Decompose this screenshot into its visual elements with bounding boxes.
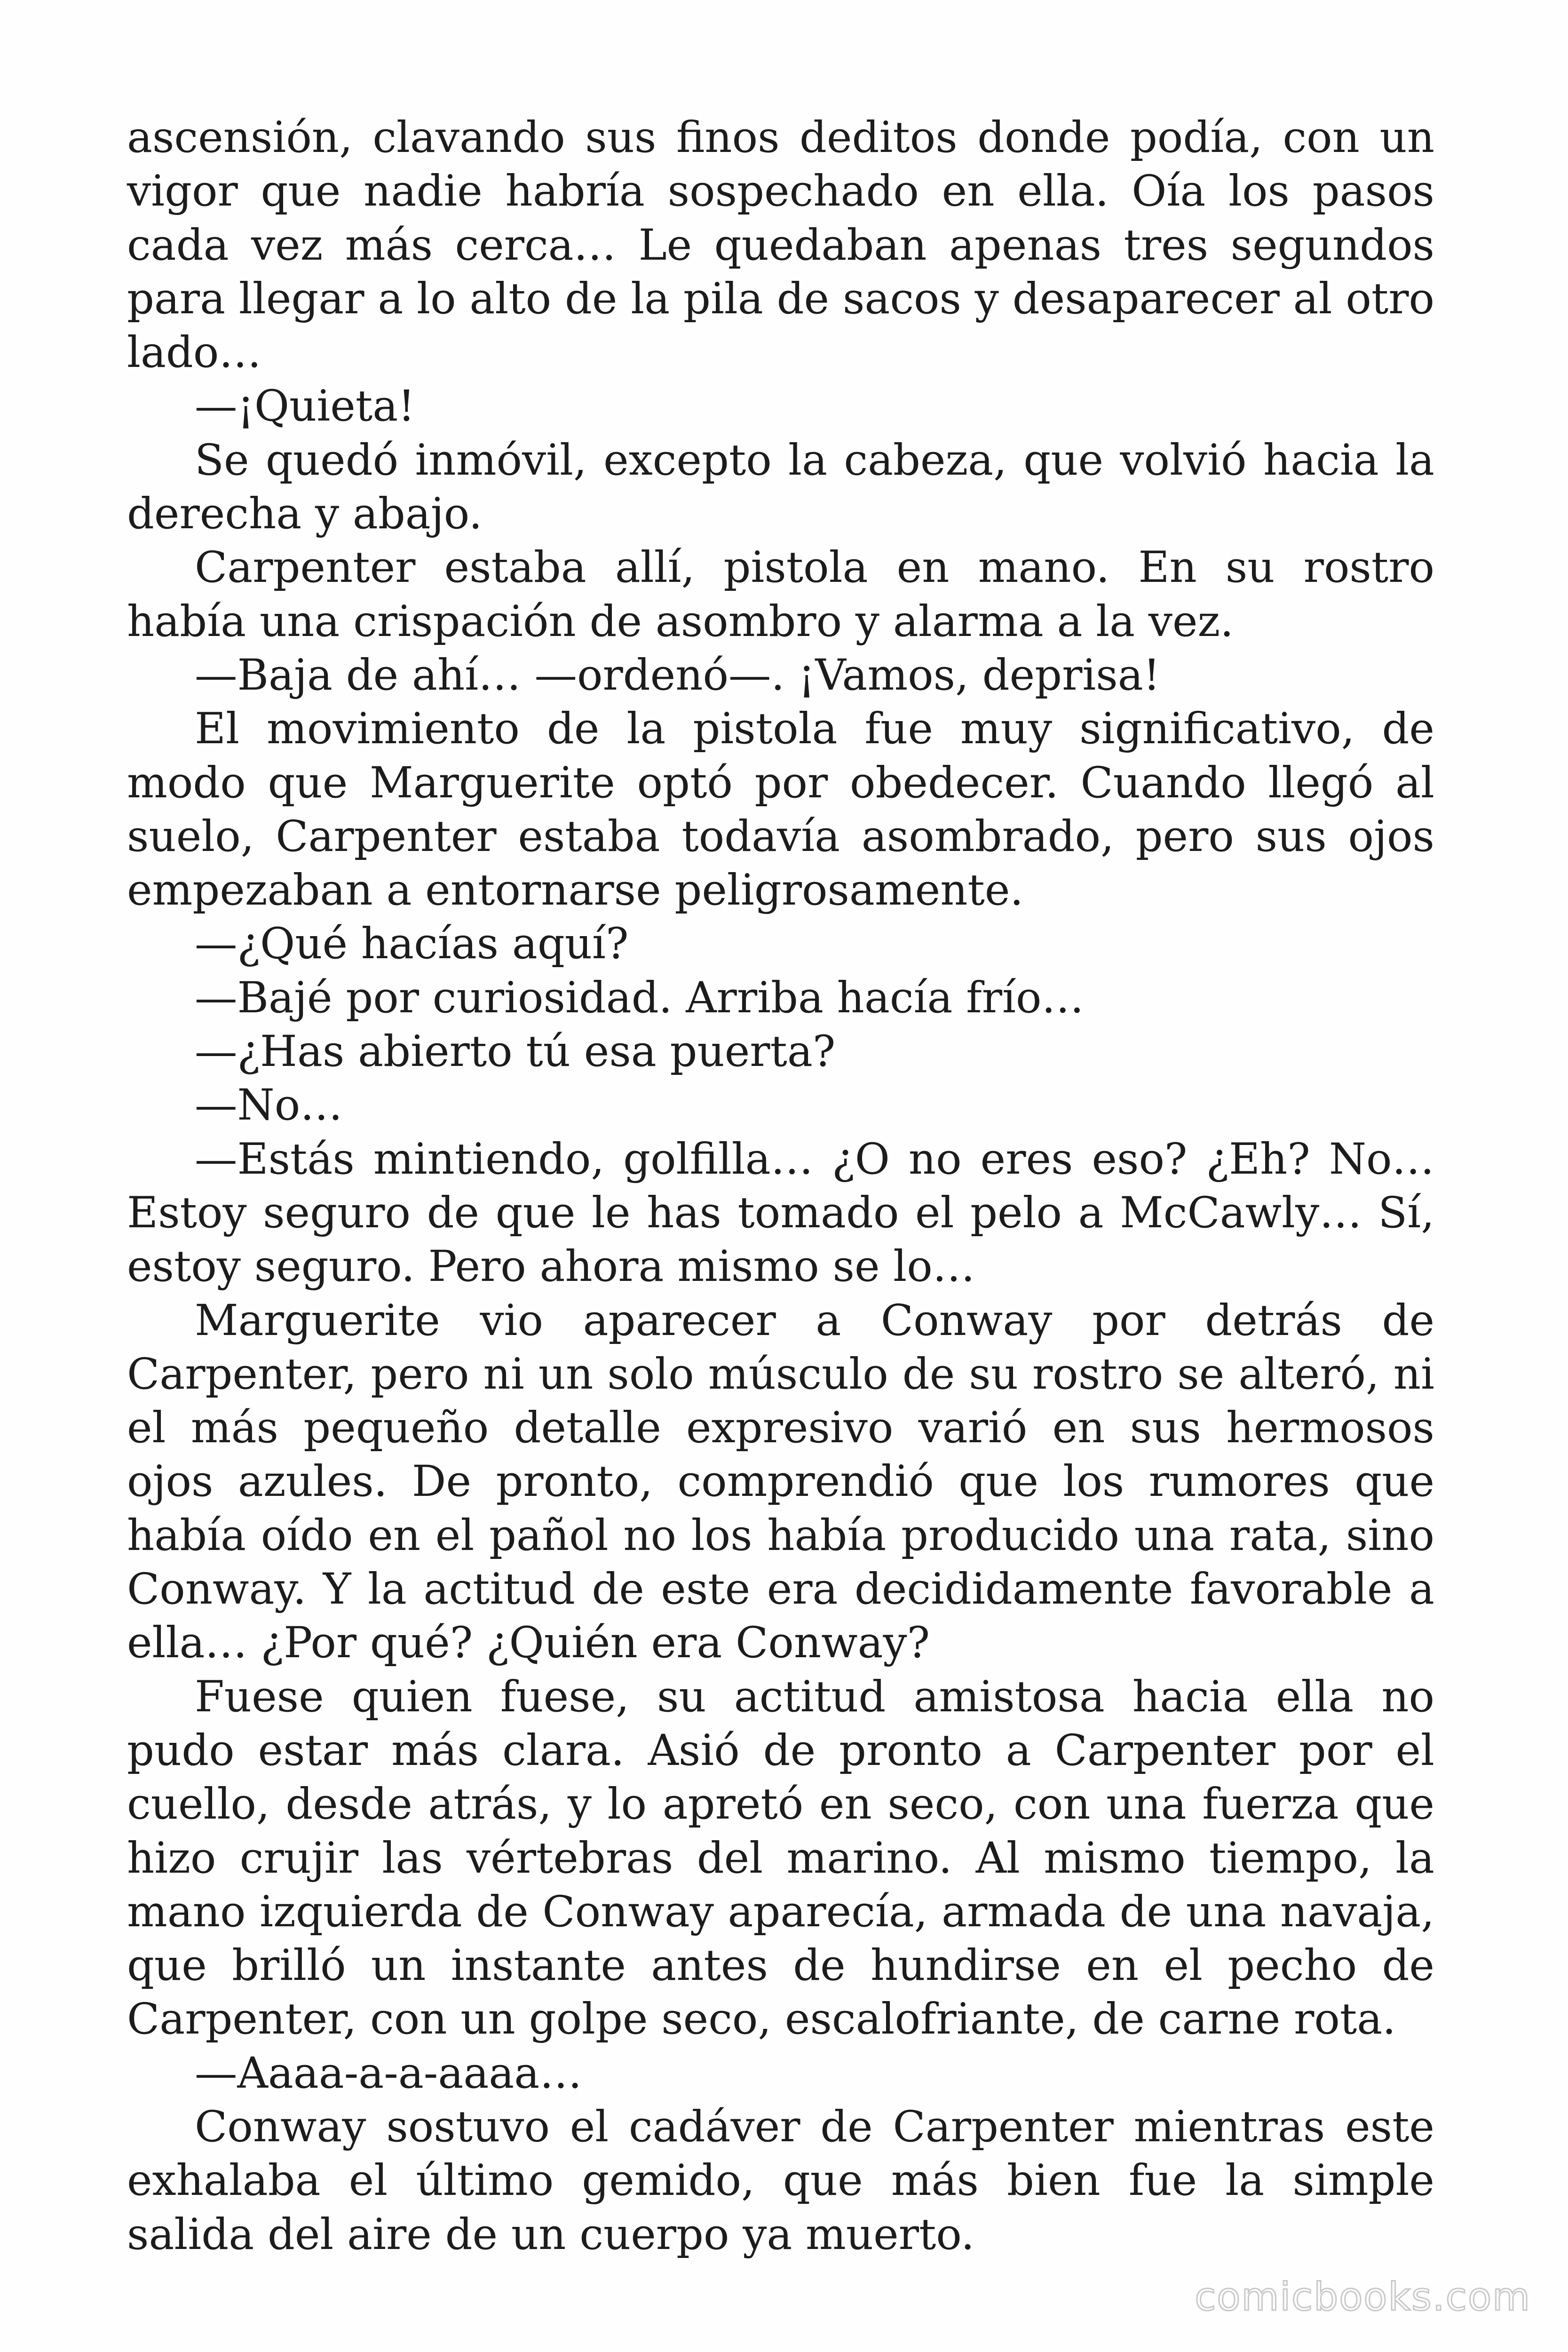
dialogue-line: —No… xyxy=(195,1081,343,1130)
dialogue-line: —Aaaa-a-a-aaaa… xyxy=(195,2048,582,2098)
paragraph: Carpenter estaba allí, pistola en mano. En su rostro había una crispación de asombro y alarma a la vez. xyxy=(127,543,1434,646)
paragraph: Fuese quien fuese, su actitud amistosa hacia ella no pudo estar más clara. Asió de pronto a Carpenter por el cuello, desde atrás, y lo apretó en seco, con una fuerza que hizo crujir las vértebras del marino. Al mismo tiempo, la mano izquierda de Conway aparecía, armada de una navaja, que brilló un instante antes de hundirse en el pecho de Carpenter, con un golpe seco, escalofriante, de carne rota. xyxy=(127,1672,1434,2044)
paragraph: Marguerite vio aparecer a Conway por detrás de Carpenter, pero ni un solo músculo de su rostro se alteró, ni el más pequeño detalle expresivo varió en sus hermosos ojos azules. De pronto, comprendió que los rumores que había oído en el pañol no los había producido una rata, sino Conway. Y la actitud de este era decididamente favorable a ella… ¿Por qué? ¿Quién era Conway? xyxy=(127,1295,1434,1668)
dialogue-line: —Bajé por curiosidad. Arriba hacía frío… xyxy=(195,973,1084,1023)
dialogue-line: —Baja de ahí… —ordenó—. ¡Vamos, deprisa! xyxy=(195,650,1161,700)
paragraph: El movimiento de la pistola fue muy significativo, de modo que Marguerite optó por obedecer. Cuando llegó al suelo, Carpenter estaba todavía asombrado, pero sus ojos empezaban a entornarse peligrosamente. xyxy=(127,704,1434,915)
dialogue-line: —¡Quieta! xyxy=(195,381,415,431)
dialogue-line: —Estás mintiendo, golfilla… ¿O no eres eso? ¿Eh? No… Estoy seguro de que le has tomado el pelo a McCawly… Sí, estoy seguro. Pero ahora mismo se lo… xyxy=(127,1134,1434,1292)
paragraph: Conway sostuvo el cadáver de Carpenter mientras este exhalaba el último gemido, que más bien fue la simple salida del aire de un cuerpo ya muerto. xyxy=(127,2102,1434,2259)
dialogue-line: —¿Qué hacías aquí? xyxy=(195,919,629,969)
paragraph-continuation: ascensión, clavando sus finos deditos donde podía, con un vigor que nadie habría sospechado en ella. Oía los pasos cada vez más cerca… Le quedaban apenas tres segundos para llegar a lo alto de la pila de sacos y desaparecer al otro lado… xyxy=(127,113,1434,378)
book-page-text xyxy=(127,111,1434,2262)
watermark: comicbooks.com xyxy=(1195,2275,1531,2320)
dialogue-line: —¿Has abierto tú esa puerta? xyxy=(195,1027,836,1077)
paragraph: Se quedó inmóvil, excepto la cabeza, que volvió hacia la derecha y abajo. xyxy=(127,435,1434,539)
